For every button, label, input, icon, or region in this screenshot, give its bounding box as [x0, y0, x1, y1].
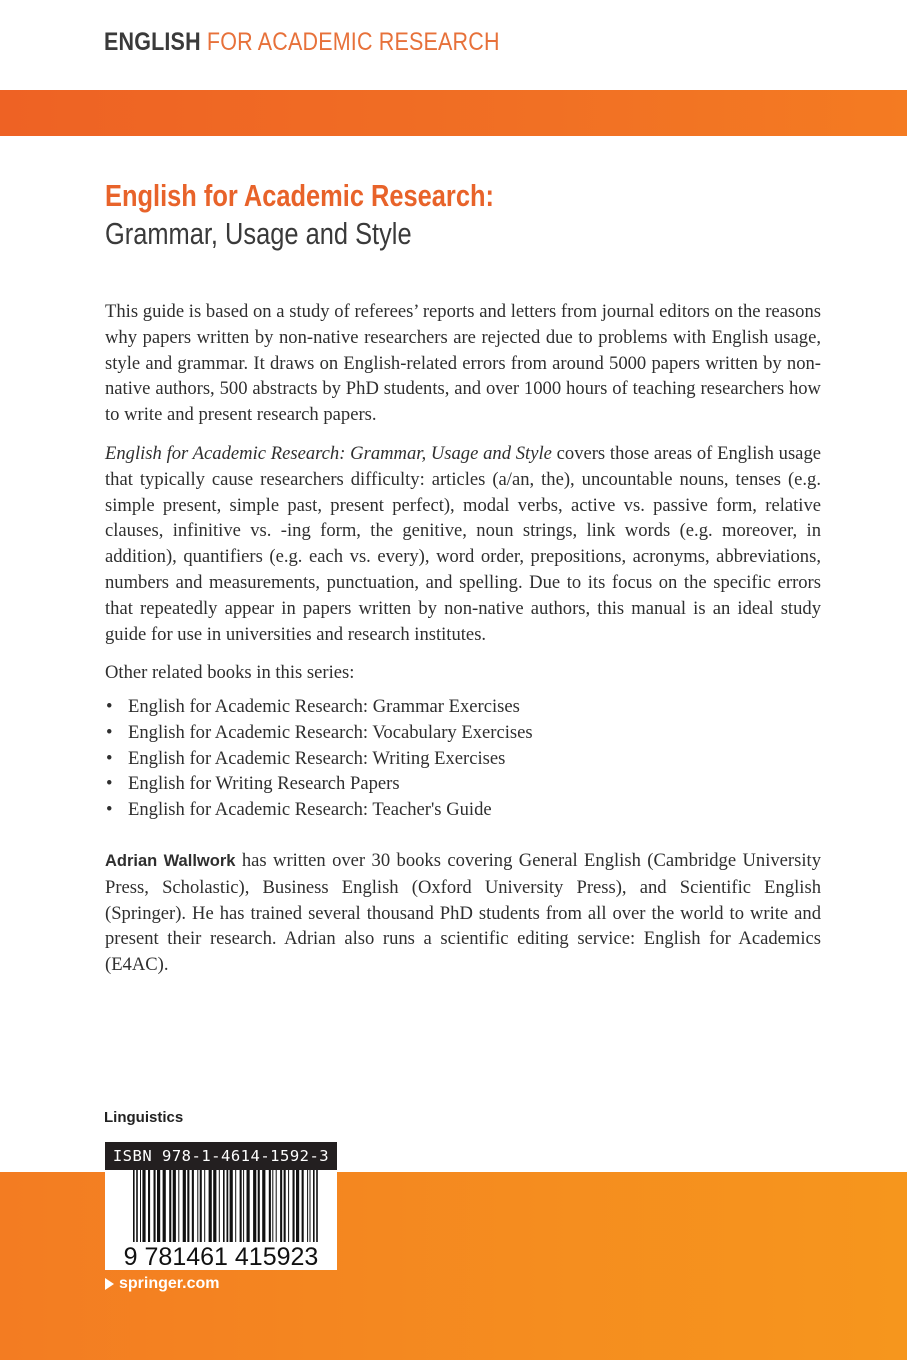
- author-bio: [105, 848, 821, 978]
- list-item: [105, 746, 533, 772]
- barcode-bar: [183, 1170, 186, 1242]
- book-title-main: English for Academic Research:: [105, 178, 494, 213]
- related-book-title: English for Academic Research: Teacher's Guide: [128, 799, 492, 821]
- related-book-title: English for Academic Research: Grammar Exercises: [128, 696, 520, 717]
- barcode-bar: [192, 1170, 194, 1242]
- list-item: [105, 720, 533, 746]
- bullet-icon: •: [106, 721, 113, 743]
- barcode-digits-layer: [105, 1242, 337, 1270]
- list-item: [105, 771, 533, 797]
- barcode-bar: [154, 1170, 156, 1242]
- barcode-bar: [187, 1170, 189, 1242]
- barcode-bar: [247, 1170, 250, 1242]
- barcode-bar: [253, 1170, 256, 1242]
- top-orange-band: [0, 90, 907, 136]
- barcode-bar: [173, 1170, 176, 1242]
- publisher-link-text: springer.com: [119, 1275, 220, 1292]
- barcode-bar: [288, 1170, 289, 1242]
- barcode-bar: [230, 1170, 233, 1242]
- barcode-digits: 9 781461 415923: [123, 1243, 319, 1270]
- bullet-icon: •: [106, 696, 113, 717]
- barcode-bar: [235, 1170, 236, 1242]
- book-title-italic: English for Academic Research: Grammar, Usage and Style: [105, 443, 552, 464]
- book-subtitle: Grammar, Usage and Style: [105, 216, 412, 251]
- publisher-link[interactable]: [105, 1275, 219, 1293]
- barcode-bar: [197, 1170, 198, 1242]
- barcode-bar: [243, 1170, 244, 1242]
- author-bio-text: has written over 30 books covering General English (Cambridge University Press, Scholastic), Business English (Oxford University Press), and Scientific English (Springer). He has trained several thousand PhD students from all over the world to write and present their research. Adrian also runs a scientific editing service: English for Academics (E4AC).: [105, 850, 821, 976]
- barcode-bar: [209, 1170, 212, 1242]
- description-paragraph-1: This guide is based on a study of referees’ reports and letters from journal editors on the reasons why papers written by non-native researchers are rejected due to problems with English usage, style and grammar. It draws on English-related errors from around 5000 papers written by non-native authors, 500 abstracts by PhD students, and over 1000 hours of teaching researchers how to write and present research papers.: [105, 301, 821, 426]
- play-arrow-icon: [105, 1278, 114, 1290]
- barcode-bar: [163, 1170, 166, 1242]
- barcode-bar: [310, 1170, 311, 1242]
- isbn-label: ISBN 978-1-4614-1592-3: [105, 1142, 337, 1170]
- barcode-bar: [258, 1170, 260, 1242]
- related-book-title: English for Writing Research Papers: [128, 773, 400, 795]
- description-paragraph-2: [105, 441, 821, 647]
- barcode-bar: [169, 1170, 171, 1242]
- book-title: [105, 178, 494, 254]
- barcode-bar: [296, 1170, 299, 1242]
- description-paragraph-2-text: covers those areas of English usage that typically cause researchers difficulty: articles (a/an, the), uncountable nouns, tenses (e.g. simple present, simple past, present perfect), modal verbs, active vs. passive form, relative clauses, infinitive vs. -ing form, the genitive, noun strings, link words (e.g. moreover, in addition), quantifiers (e.g. each vs. every), word order, prepositions, acronyms, abbreviations, numbers and measurements, punctuation, and spelling. Due to its focus on the specific errors that repeatedly appear in papers written by non-native authors, this manual is an ideal study guide for use in universities and research institutes.: [105, 443, 821, 645]
- barcode-bar: [307, 1170, 308, 1242]
- barcode-bar: [280, 1170, 282, 1242]
- list-item: [105, 694, 533, 720]
- related-books-intro: Other related books in this series:: [105, 662, 355, 683]
- related-book-title: English for Academic Research: Vocabulary Exercises: [128, 721, 533, 743]
- barcode-bar: [262, 1170, 265, 1242]
- author-name: Adrian Wallwork: [105, 852, 236, 870]
- barcode-bar: [142, 1170, 145, 1242]
- barcode-bar: [272, 1170, 273, 1242]
- barcode-bar: [148, 1170, 150, 1242]
- barcode-bar: [302, 1170, 304, 1242]
- barcode-bar: [276, 1170, 277, 1242]
- barcode-bar: [269, 1170, 271, 1242]
- bullet-icon: •: [106, 799, 113, 821]
- barcode-bar: [178, 1170, 179, 1242]
- barcode-bar: [240, 1170, 242, 1242]
- barcode-bar: [140, 1170, 141, 1242]
- bullet-icon: •: [106, 773, 113, 795]
- bullet-icon: •: [106, 747, 113, 769]
- series-header-strong: ENGLISH: [104, 28, 201, 56]
- list-item: [105, 797, 533, 823]
- subject-category: Linguistics: [104, 1109, 184, 1126]
- barcode-bar: [204, 1170, 205, 1242]
- barcode-bar: [284, 1170, 286, 1242]
- barcode-bar: [213, 1170, 216, 1242]
- related-book-title: English for Academic Research: Writing Exercises: [128, 747, 506, 769]
- related-books-list: [105, 694, 533, 823]
- series-header: [104, 28, 500, 57]
- barcode-bar: [157, 1170, 160, 1242]
- series-header-light: FOR ACADEMIC RESEARCH: [206, 28, 500, 56]
- barcode-bar: [293, 1170, 295, 1242]
- barcode-bar: [200, 1170, 202, 1242]
- barcode-bar: [219, 1170, 220, 1242]
